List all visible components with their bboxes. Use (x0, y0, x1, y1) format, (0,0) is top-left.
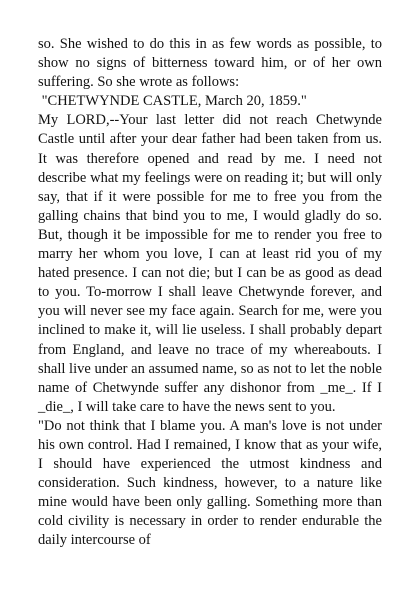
letter-body-paragraph: My LORD,--Your last letter did not reach Chetwynde Castle until after your dear father had been taken from us. It was therefore opened and read by me. I need not describe what my feelings were on reading it; but will only say, that if it were possible for me to free you from the galling chains that bind you to me, I would gladly do so. But, though it be impossible for me to render you free to marry her whom you love, I can at least rid you of my hated presence. I can not die; but I can be as good as dead to you. To-morrow I shall leave Chetwynde forever, and you will never see my face again. Search for me, were you inclined to make it, will lie useless. I shall probably depart from England, and leave no trace of my whereabouts. I shall live under an assumed name, so as not to let the noble name of Chetwynde suffer any dishonor from _me_. If I _die_, I will take care to have the news sent to you. (38, 112, 386, 415)
paragraph-intro: so. She wished to do this in as few words as possible, to show no signs of bitterness toward him, or of her own suffering. So she wrote as follows: (38, 36, 386, 91)
letter-dateline: "CHETWYNDE CASTLE, March 20, 1859." (38, 93, 307, 110)
document-page (38, 35, 386, 551)
letter-body-paragraph-continued: "Do not think that I blame you. A man's love is not under his own control. Had I remained, I know that as your wife, I should have experienced the utmost kindness and consideration. Such kindness, however, to a nature like mine would have been only galling. Something more than cold civility is necessary in order to render endurable the daily intercourse of (38, 417, 386, 549)
